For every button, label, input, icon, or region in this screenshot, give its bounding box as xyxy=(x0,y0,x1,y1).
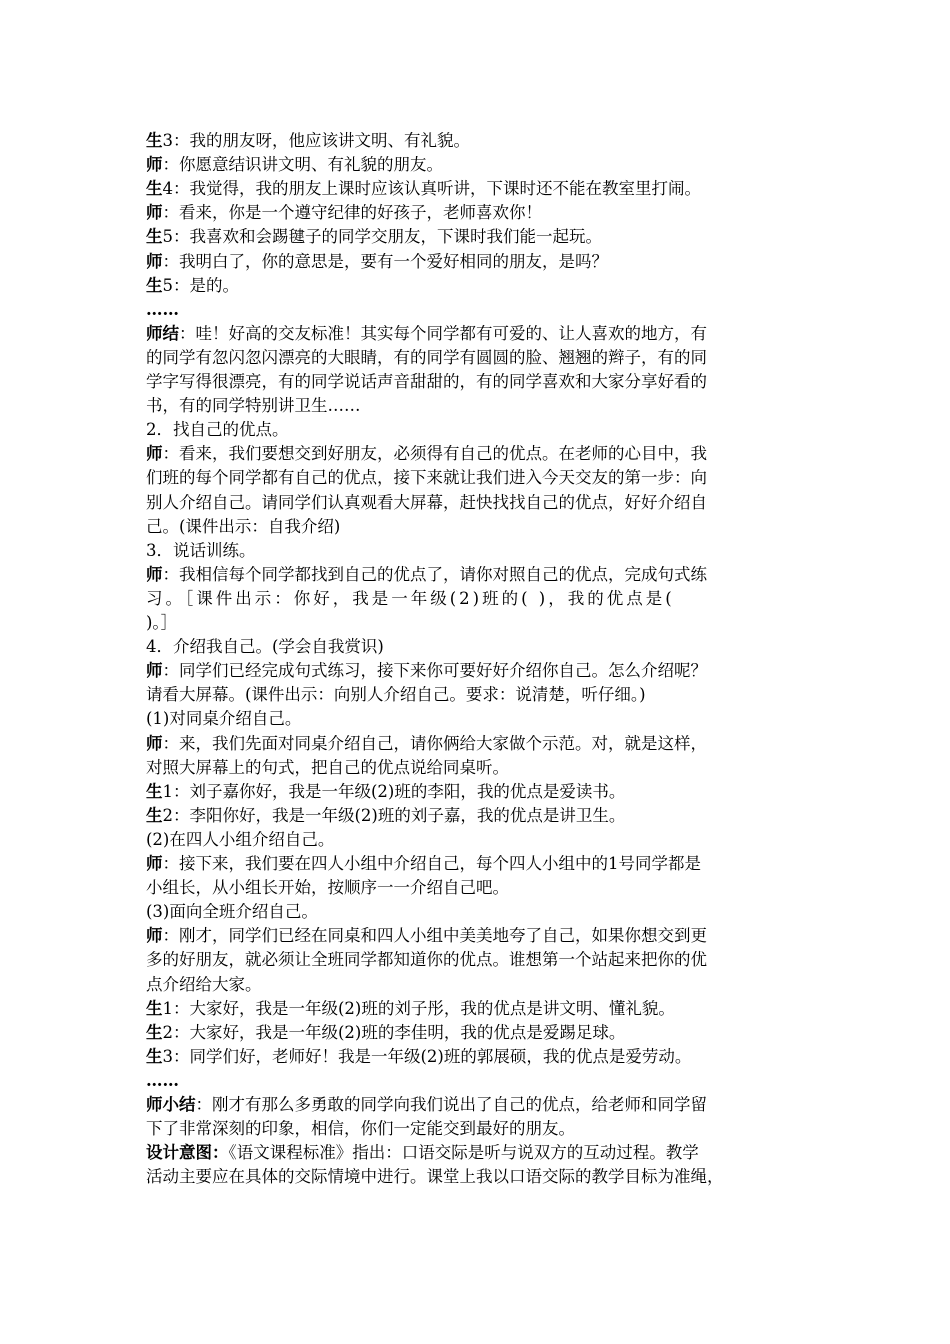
speaker-label: 师 xyxy=(146,564,163,584)
speaker-label: …… xyxy=(146,1070,179,1090)
text-line xyxy=(146,998,810,1020)
line-text: ：看来，你是一个遵守纪律的好孩子，老师喜欢你！ xyxy=(162,203,542,223)
text-line xyxy=(146,323,810,345)
text-line xyxy=(146,1118,810,1140)
speaker-label: 生 xyxy=(146,805,163,825)
line-text: 活动主要应在具体的交际情境中进行。课堂上我以口语交际的教学目标为准绳， xyxy=(146,1167,724,1187)
line-text: 小组长，从小组长开始，按顺序一一介绍自己吧。 xyxy=(146,878,509,898)
text-line xyxy=(146,516,810,538)
text-line xyxy=(146,757,810,779)
speaker-label: 师 xyxy=(146,251,163,271)
line-text: 下了非常深刻的印象，相信，你们一定能交到最好的朋友。 xyxy=(146,1119,575,1139)
line-text: 书，有的同学特别讲卫生…… xyxy=(146,396,361,416)
line-text: 5：是的。 xyxy=(162,275,239,295)
line-text: 请看大屏幕。(课件出示：向别人介绍自己。要求：说清楚，听仔细。) xyxy=(146,685,646,705)
text-line xyxy=(146,202,810,224)
text-line xyxy=(146,1166,810,1188)
line-text: 别人介绍自己。请同学们认真观看大屏幕，赶快找找自己的优点，好好介绍自 xyxy=(146,492,707,512)
line-text: 1：大家好，我是一年级(2)班的刘子彤，我的优点是讲文明、懂礼貌。 xyxy=(162,998,675,1018)
speaker-label: 师 xyxy=(146,926,163,946)
line-text: 的同学有忽闪忽闪漂亮的大眼睛，有的同学有圆圆的脸、翘翘的辫子，有的同 xyxy=(146,347,707,367)
text-line xyxy=(146,781,810,803)
speaker-label: 生 xyxy=(146,1046,163,1066)
line-text: 2：李阳你好，我是一年级(2)班的刘子嘉，我的优点是讲卫生。 xyxy=(162,805,626,825)
line-text: 1：刘子嘉你好，我是一年级(2)班的李阳，我的优点是爱读书。 xyxy=(162,781,626,801)
text-line xyxy=(146,492,810,514)
speaker-label: 生 xyxy=(146,179,163,199)
text-line xyxy=(146,829,810,851)
speaker-label: 生 xyxy=(146,275,163,295)
text-line xyxy=(146,178,810,200)
text-line xyxy=(146,1022,810,1044)
text-line xyxy=(146,371,810,393)
line-text: ：哇！好高的交友标准！其实每个同学都有可爱的、让人喜欢的地方，有 xyxy=(179,323,707,343)
text-line xyxy=(146,419,810,441)
text-line xyxy=(146,612,810,634)
line-text: 5：我喜欢和会踢毽子的同学交朋友，下课时我们能一起玩。 xyxy=(162,227,602,247)
line-text: 2：大家好，我是一年级(2)班的李佳明，我的优点是爱踢足球。 xyxy=(162,1022,626,1042)
text-line xyxy=(146,588,810,610)
line-text: ：同学们已经完成句式练习，接下来你可要好好介绍你自己。怎么介绍呢？ xyxy=(162,661,707,681)
text-line xyxy=(146,299,810,321)
text-line xyxy=(146,733,810,755)
line-text: 4：我觉得，我的朋友上课时应该认真听讲，下课时还不能在教室里打闹。 xyxy=(162,179,701,199)
line-text: 对照大屏幕上的句式，把自己的优点说给同桌听。 xyxy=(146,757,509,777)
speaker-label: …… xyxy=(146,299,179,319)
speaker-label: 设计意图： xyxy=(146,1143,229,1163)
line-text: (3)面向全班介绍自己。 xyxy=(146,902,318,922)
line-text: 多的好朋友，就必须让全班同学都知道你的优点。谁想第一个站起来把你的优 xyxy=(146,950,707,970)
line-text: (2)在四人小组介绍自己。 xyxy=(146,829,335,849)
text-line xyxy=(146,347,810,369)
speaker-label: 师 xyxy=(146,733,163,753)
speaker-label: 师结 xyxy=(146,323,179,343)
text-line xyxy=(146,901,810,923)
line-text: 习。［课件出示：你好，我是一年级(2)班的( )，我的优点是( xyxy=(146,588,675,608)
text-line xyxy=(146,226,810,248)
text-line xyxy=(146,467,810,489)
text-line xyxy=(146,395,810,417)
text-line xyxy=(146,805,810,827)
speaker-label: 生 xyxy=(146,998,163,1018)
line-text: 们班的每个同学都有自己的优点，接下来就让我们进入今天交友的第一步：向 xyxy=(146,468,707,488)
line-text: 3．说话训练。 xyxy=(146,540,256,560)
line-text: ：来，我们先面对同桌介绍自己，请你俩给大家做个示范。对，就是这样， xyxy=(162,733,707,753)
line-text: 己。(课件出示：自我介绍) xyxy=(146,516,341,536)
line-text: ：我相信每个同学都找到自己的优点了，请你对照自己的优点，完成句式练 xyxy=(162,564,707,584)
line-text: ：你愿意结识讲文明、有礼貌的朋友。 xyxy=(162,155,443,175)
text-line xyxy=(146,684,810,706)
text-line xyxy=(146,1046,810,1068)
line-text: ：刚才，同学们已经在同桌和四人小组中美美地夸了自己，如果你想交到更 xyxy=(162,926,707,946)
line-text: 点介绍给大家。 xyxy=(146,974,262,994)
line-text: ：刚才有那么多勇敢的同学向我们说出了自己的优点，给老师和同学留 xyxy=(195,1095,707,1114)
speaker-label: 师 xyxy=(146,854,163,873)
speaker-label: 生 xyxy=(146,781,163,801)
line-text: ：接下来，我们要在四人小组中介绍自己，每个四人小组中的1号同学都是 xyxy=(162,854,701,873)
line-text: 3：同学们好，老师好！我是一年级(2)班的郭展硕，我的优点是爱劳动。 xyxy=(162,1046,692,1066)
text-line xyxy=(146,1070,810,1092)
text-line xyxy=(146,275,810,297)
speaker-label: 生 xyxy=(146,227,163,247)
text-line xyxy=(146,564,810,586)
speaker-label: 生 xyxy=(146,1022,163,1042)
speaker-label: 师 xyxy=(146,444,163,464)
text-line xyxy=(146,130,810,152)
text-line xyxy=(146,540,810,562)
text-line xyxy=(146,974,810,996)
text-line xyxy=(146,949,810,971)
speaker-label: 师小结 xyxy=(146,1095,196,1114)
line-text: 4．介绍我自己。(学会自我赏识) xyxy=(146,637,384,657)
text-line xyxy=(146,636,810,658)
text-line xyxy=(146,853,810,875)
line-text: ：我明白了，你的意思是，要有一个爱好相同的朋友，是吗？ xyxy=(162,251,608,271)
text-line xyxy=(146,1094,810,1116)
text-line xyxy=(146,154,810,176)
text-line xyxy=(146,877,810,899)
speaker-label: 师 xyxy=(146,661,163,681)
line-text: 3：我的朋友呀，他应该讲文明、有礼貌。 xyxy=(162,131,470,150)
text-line xyxy=(146,708,810,730)
text-line xyxy=(146,1142,810,1164)
line-text: )。］ xyxy=(146,613,178,632)
line-text: 学字写得很漂亮，有的同学说话声音甜甜的，有的同学喜欢和大家分享好看的 xyxy=(146,372,707,391)
text-line xyxy=(146,925,810,947)
speaker-label: 师 xyxy=(146,203,163,223)
line-text: (1)对同桌介绍自己。 xyxy=(146,709,302,729)
speaker-label: 生 xyxy=(146,131,163,150)
text-line xyxy=(146,251,810,273)
line-text: 2．找自己的优点。 xyxy=(146,420,289,440)
text-line xyxy=(146,660,810,682)
text-line xyxy=(146,443,810,465)
line-text: ：看来，我们要想交到好朋友，必须得有自己的优点。在老师的心目中，我 xyxy=(162,444,707,464)
speaker-label: 师 xyxy=(146,155,163,175)
line-text: 《语文课程标准》指出：口语交际是听与说双方的互动过程。教学 xyxy=(228,1143,699,1163)
